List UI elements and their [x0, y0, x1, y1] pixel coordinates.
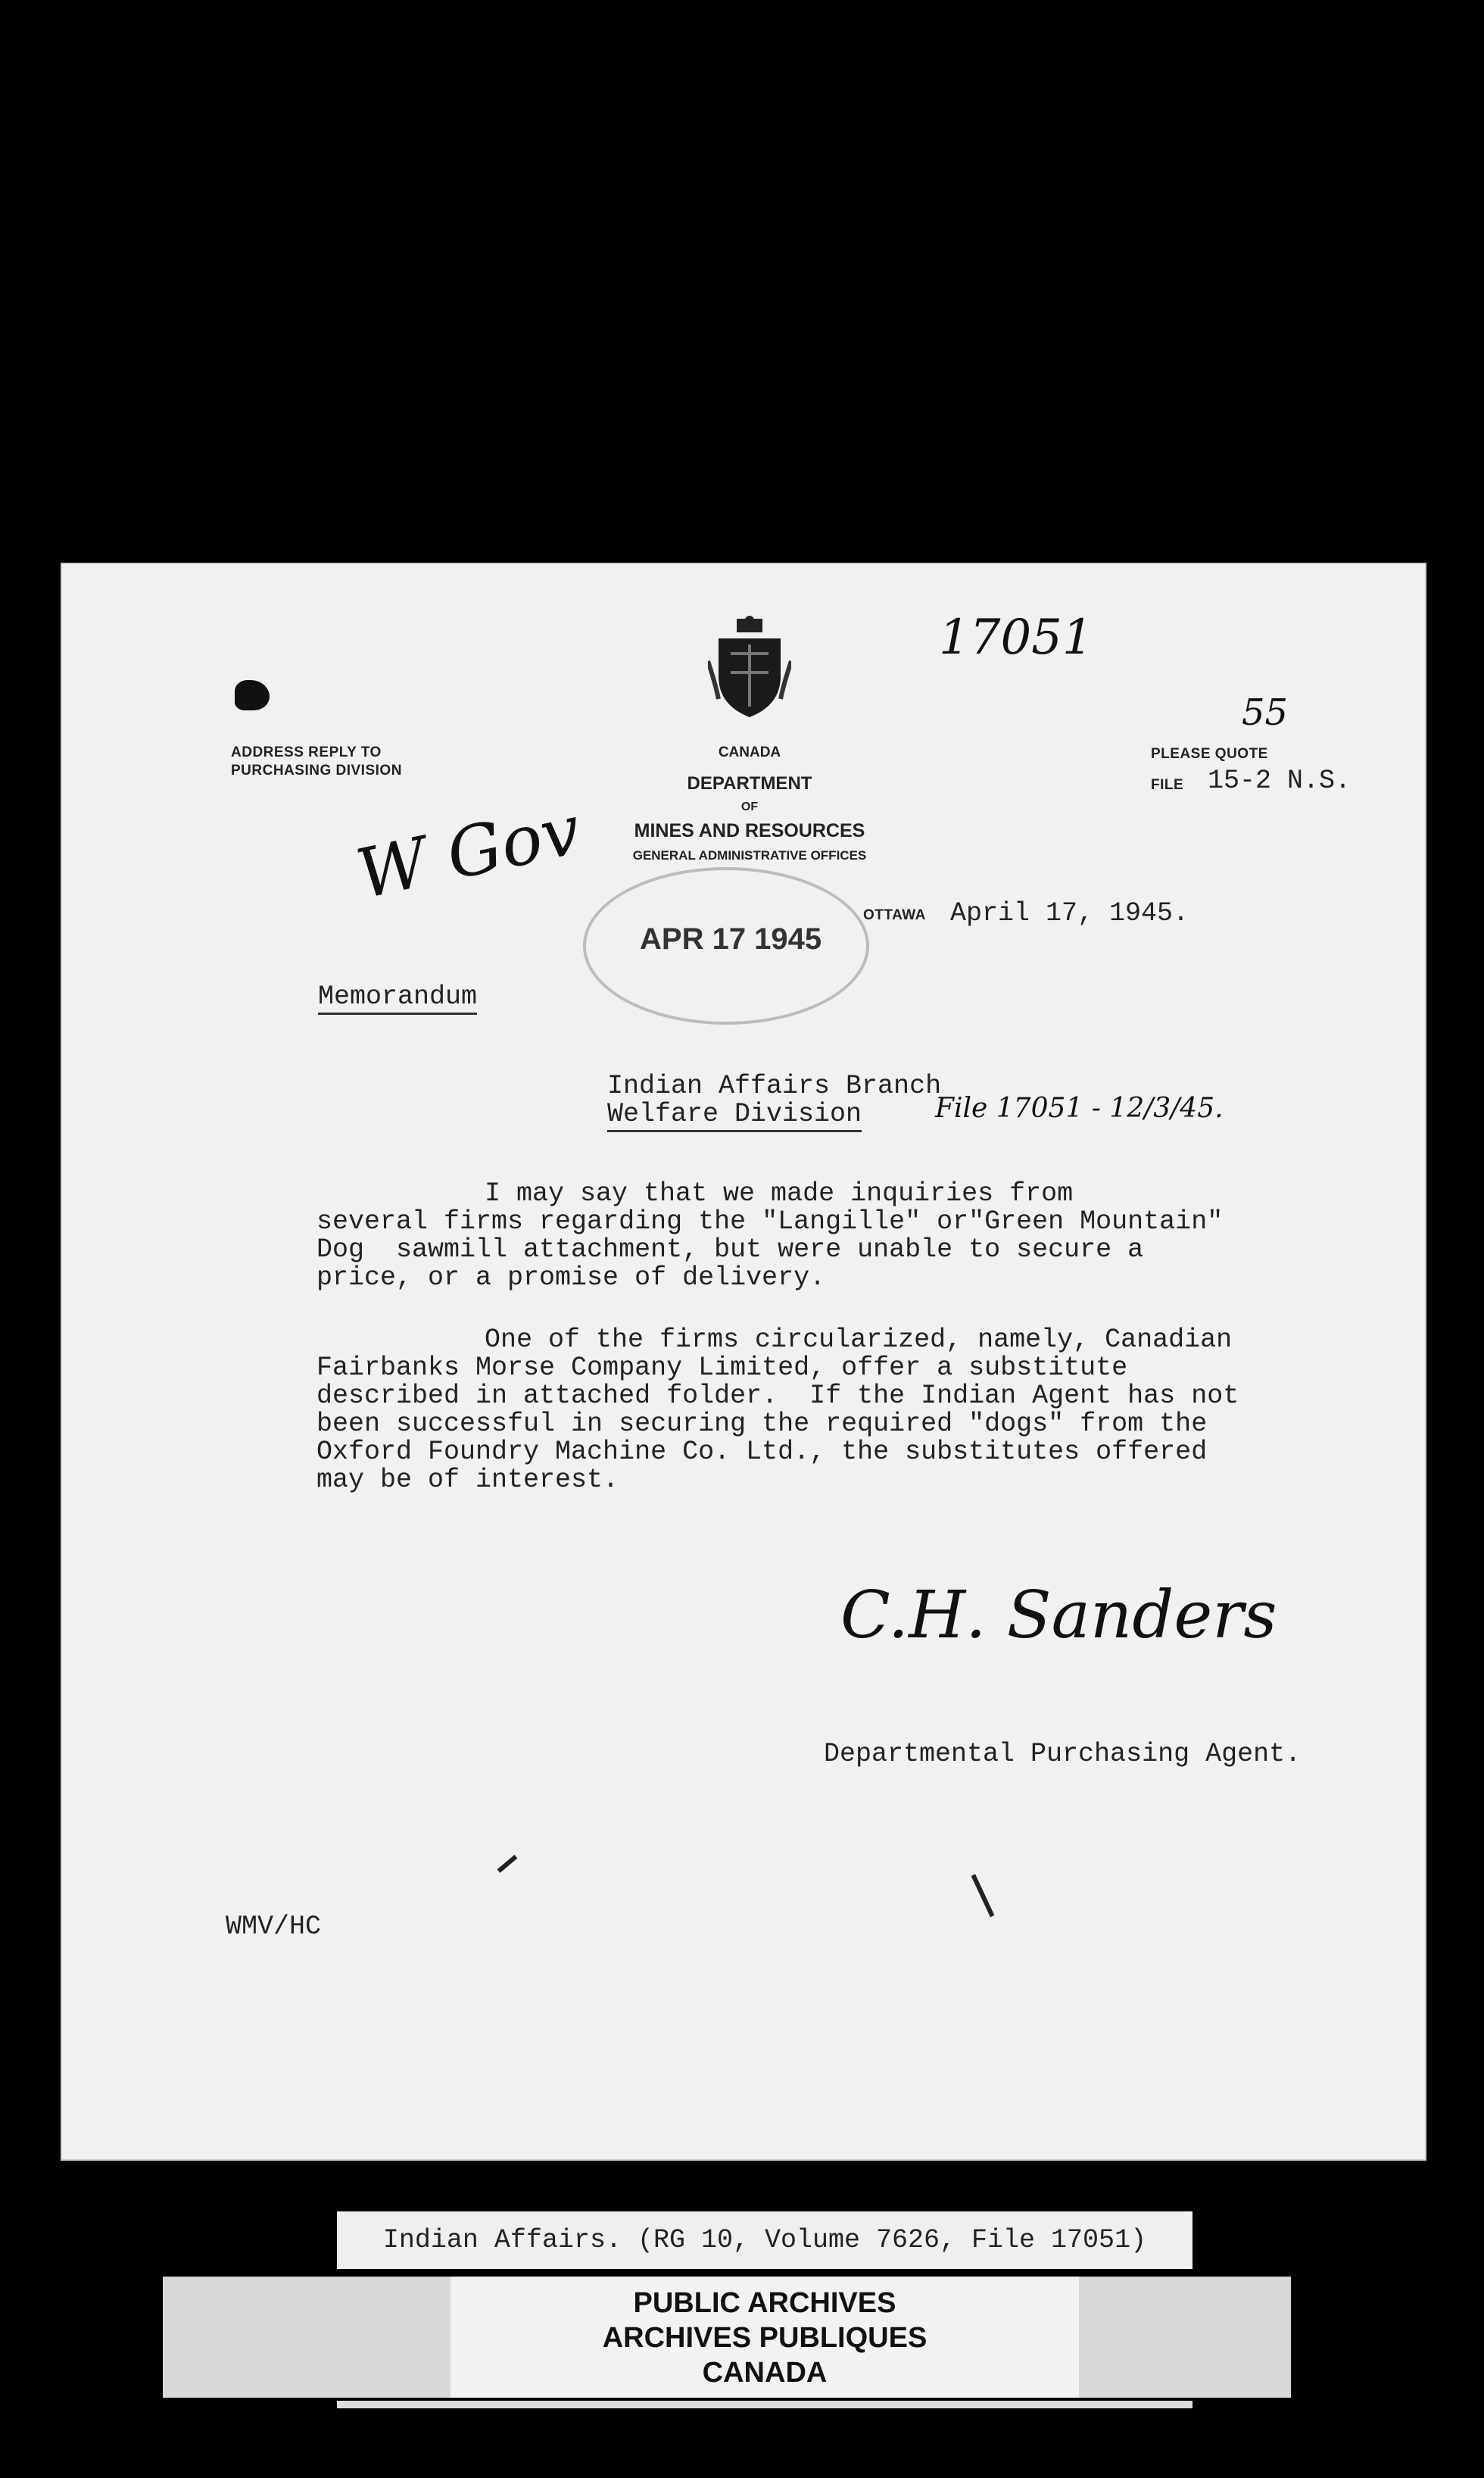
dateline-city: OTTAWA [863, 907, 926, 923]
archive-line2: ARCHIVES PUBLIQUES [602, 2322, 928, 2354]
archive-stamp-text [450, 2277, 1079, 2398]
archive-line1: PUBLIC ARCHIVES [633, 2287, 896, 2319]
paragraph1-line2: several firms regarding the "Langille" or"Green Mountain" [316, 1206, 1224, 1237]
department-label: DEPARTMENT [687, 773, 812, 794]
paragraph2-line5: Oxford Foundry Machine Co. Ltd., the substitutes offered [316, 1437, 1208, 1467]
signature-title: Departmental Purchasing Agent. [824, 1739, 1302, 1769]
memo-title: Memorandum [318, 983, 477, 1015]
ministry-label: MINES AND RESOURCES [634, 820, 865, 841]
paragraph2-line3: described in attached folder. If the Indian Agent has not [316, 1381, 1239, 1411]
initials-signature: W Gov [350, 790, 588, 915]
reference-initials: WMV/HC [226, 1912, 322, 1942]
paragraph2-line4: been successful in securing the required "dogs" from the [316, 1409, 1208, 1439]
coat-of-arms-icon [708, 616, 791, 722]
archive-stamp-box [163, 2277, 1291, 2398]
paragraph2-line6: may be of interest. [316, 1465, 619, 1495]
address-reply-line2: PURCHASING DIVISION [231, 763, 402, 779]
paragraph2-line1: One of the firms circularized, namely, Canadian [485, 1325, 1233, 1355]
memo-page [61, 563, 1426, 2161]
paragraph2-line2: Fairbanks Morse Company Limited, offer a substitute [316, 1353, 1128, 1383]
archive-underline [337, 2401, 1192, 2408]
dateline-date: April 17, 1945. [950, 898, 1189, 928]
ink-blot [235, 680, 270, 710]
stray-mark [971, 1874, 995, 1918]
country-label: CANADA [718, 744, 781, 760]
purchasing-agent-signature: C.H. Sanders [840, 1578, 1277, 1653]
handwritten-file-note: File 17051 - 12/3/45. [935, 1093, 1224, 1124]
please-quote-label: PLEASE QUOTE [1151, 746, 1268, 762]
recipient-line2: Welfare Division [607, 1100, 862, 1132]
of-label: OF [740, 801, 759, 813]
paragraph1-line1: I may say that we made inquiries from [485, 1178, 1074, 1209]
offices-label: GENERAL ADMINISTRATIVE OFFICES [632, 848, 867, 863]
archive-line3: CANADA [702, 2357, 828, 2389]
stray-mark [497, 1855, 518, 1873]
paragraph1-line4: price, or a promise of delivery. [316, 1262, 826, 1293]
address-reply-line1: ADDRESS REPLY TO [231, 744, 382, 760]
recipient-line1: Indian Affairs Branch [607, 1071, 942, 1101]
stamp-date: APR 17 1945 [640, 922, 822, 956]
file-label: FILE [1151, 777, 1184, 793]
handwritten-quote-number: 55 [1242, 691, 1289, 734]
paragraph1-line3: Dog sawmill attachment, but were unable to secure a [316, 1234, 1144, 1265]
handwritten-file-number: 17051 [939, 610, 1093, 666]
archive-reference-label: Indian Affairs. (RG 10, Volume 7626, File 17051) [337, 2211, 1192, 2269]
file-number: 15-2 N.S. [1208, 766, 1352, 796]
